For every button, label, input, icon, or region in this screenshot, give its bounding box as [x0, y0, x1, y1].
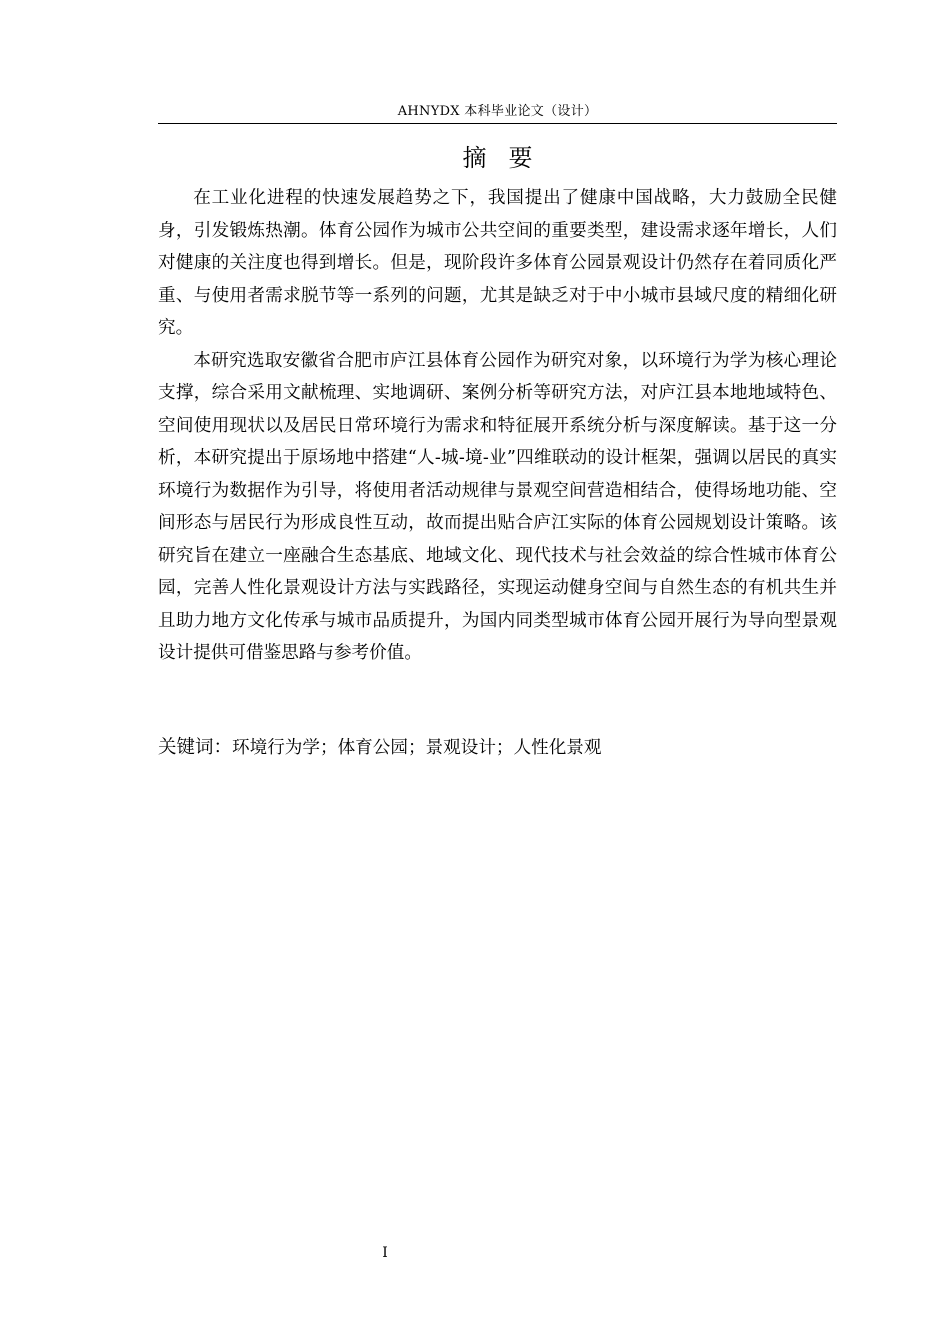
keywords-value: 环境行为学；体育公园；景观设计；人性化景观 — [232, 738, 602, 758]
page-number: I — [382, 1245, 388, 1261]
keywords-line — [158, 734, 837, 762]
abstract-title: 摘要 — [462, 144, 555, 172]
abstract-paragraph-1: 在工业化进程的快速发展趋势之下，我国提出了健康中国战略，大力鼓励全民健身，引发锻炼热潮。体育公园作为城市公共空间的重要类型，建设需求逐年增长，人们对健康的关注度也得到增长。但是，现阶段许多体育公园景观设计仍然存在着同质化严重、与使用者需求脱节等一系列的问题，尤其是缺乏对于中小城市县域尺度的精细化研究。 — [158, 188, 837, 338]
abstract-paragraph-2: 本研究选取安徽省合肥市庐江县体育公园作为研究对象，以环境行为学为核心理论支撑，综合采用文献梳理、实地调研、案例分析等研究方法，对庐江县本地地域特色、空间使用现状以及居民日常环境行为需求和特征展开系统分析与深度解读。基于这一分析，本研究提出于原场地中搭建“人-城-境-业”四维联动的设计框架，强调以居民的真实环境行为数据作为引导，将使用者活动规律与景观空间营造相结合，使得场地功能、空间形态与居民行为形成良性互动，故而提出贴合庐江实际的体育公园规划设计策略。该研究旨在建立一座融合生态基底、地域文化、现代技术与社会效益的综合性城市体育公园，完善人性化景观设计方法与实践路径，实现运动健身空间与自然生态的有机共生并且助力地方文化传承与城市品质提升，为国内同类型城市体育公园开展行为导向型景观设计提供可借鉴思路与参考价值。 — [158, 350, 837, 663]
header-rule — [158, 123, 837, 124]
running-header: AHNYDX 本科毕业论文（设计） — [397, 104, 598, 119]
keywords-label: 关键词： — [158, 737, 233, 758]
abstract-body — [158, 182, 837, 670]
